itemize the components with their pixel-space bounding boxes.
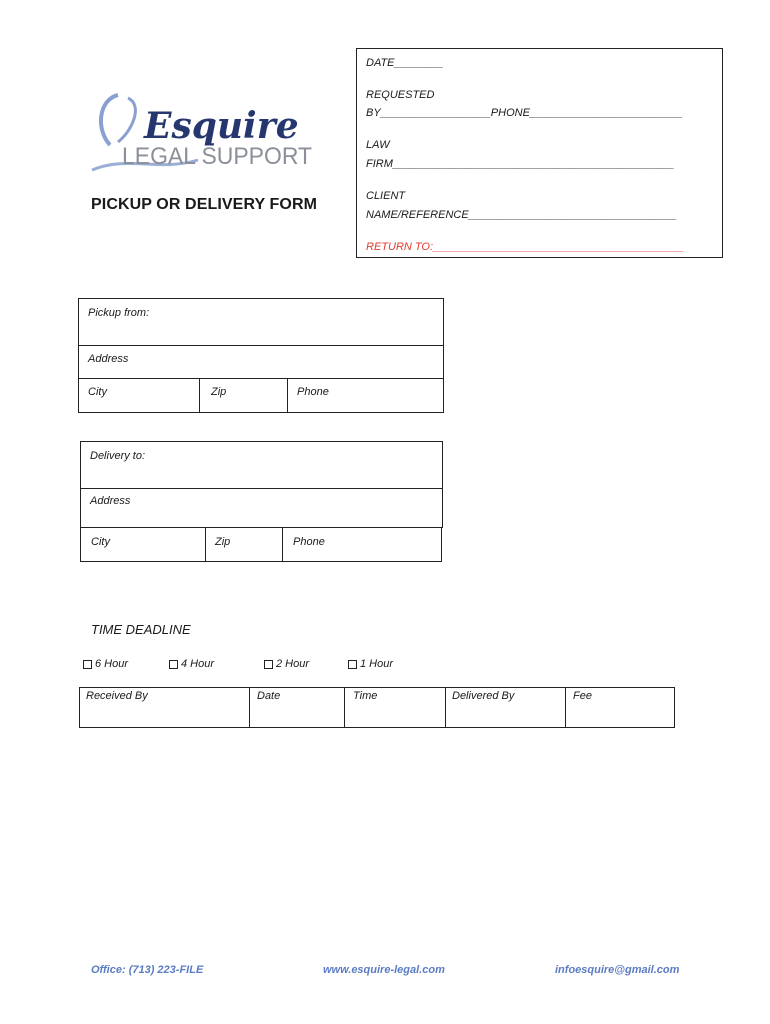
column-divider bbox=[344, 688, 345, 727]
date-header: Date bbox=[257, 690, 281, 702]
deadline-option-label: 4 Hour bbox=[181, 658, 215, 670]
checkbox-icon[interactable] bbox=[83, 660, 92, 669]
pickup-address-field[interactable] bbox=[78, 345, 444, 379]
page-title: PICKUP OR DELIVERY FORM bbox=[91, 196, 318, 213]
logo-word-legal-support: LEGAL SUPPORT bbox=[122, 143, 313, 170]
return-to-field[interactable]: RETURN TO:_________________________________________ bbox=[366, 241, 684, 253]
delivery-phone-label: Phone bbox=[293, 536, 325, 548]
delivery-address-label: Address bbox=[90, 495, 131, 507]
deadline-option-6-hour[interactable] bbox=[83, 658, 128, 670]
delivery-city-label: City bbox=[91, 536, 110, 548]
deadline-option-4-hour[interactable] bbox=[169, 658, 214, 670]
delivery-address-field[interactable] bbox=[80, 488, 443, 528]
deadline-option-label: 6 Hour bbox=[95, 658, 129, 670]
footer-website-link[interactable]: www.esquire-legal.com bbox=[323, 964, 445, 976]
delivery-city-field[interactable] bbox=[80, 527, 206, 562]
deadline-option-label: 2 Hour bbox=[276, 658, 310, 670]
pickup-from-label: Pickup from: bbox=[88, 307, 150, 319]
column-divider bbox=[565, 688, 566, 727]
law-firm-field[interactable]: FIRM______________________________________________ bbox=[366, 158, 675, 170]
fee-header: Fee bbox=[573, 690, 592, 702]
client-label: CLIENT bbox=[366, 190, 406, 202]
delivery-zip-field[interactable] bbox=[205, 527, 283, 562]
logo-word-esquire: Esquire bbox=[144, 105, 299, 147]
delivery-log-table bbox=[79, 687, 675, 728]
pickup-phone-field[interactable] bbox=[287, 378, 444, 413]
pickup-phone-label: Phone bbox=[297, 386, 329, 398]
time-header: Time bbox=[353, 690, 378, 702]
column-divider bbox=[249, 688, 250, 727]
deadline-option-label: 1 Hour bbox=[360, 658, 394, 670]
footer-email-link[interactable]: infoesquire@gmail.com bbox=[555, 964, 680, 976]
pickup-address-label: Address bbox=[88, 353, 129, 365]
pickup-from-field[interactable] bbox=[78, 298, 444, 346]
pickup-city-field[interactable] bbox=[78, 378, 200, 413]
delivery-to-label: Delivery to: bbox=[90, 450, 146, 462]
column-divider bbox=[445, 688, 446, 727]
date-field[interactable]: DATE________ bbox=[366, 57, 444, 69]
checkbox-icon[interactable] bbox=[169, 660, 178, 669]
pickup-zip-label: Zip bbox=[211, 386, 227, 398]
time-deadline-heading: TIME DEADLINE bbox=[91, 622, 191, 637]
law-firm-label: LAW bbox=[366, 139, 390, 151]
requested-by-phone-field[interactable]: BY__________________PHONE_________________________ bbox=[366, 107, 683, 119]
company-logo bbox=[88, 90, 318, 180]
pickup-zip-field[interactable] bbox=[199, 378, 288, 413]
deadline-option-1-hour[interactable] bbox=[348, 658, 393, 670]
delivered-by-header: Delivered By bbox=[452, 690, 515, 702]
footer-office-phone: Office: (713) 223-FILE bbox=[91, 964, 204, 976]
client-reference-field[interactable]: NAME/REFERENCE__________________________________ bbox=[366, 209, 677, 221]
checkbox-icon[interactable] bbox=[264, 660, 273, 669]
deadline-option-2-hour[interactable] bbox=[264, 658, 309, 670]
logo-swoosh-icon bbox=[88, 90, 318, 180]
pickup-city-label: City bbox=[88, 386, 107, 398]
delivery-phone-field[interactable] bbox=[282, 527, 442, 562]
delivery-to-field[interactable] bbox=[80, 441, 443, 489]
request-info-box bbox=[356, 48, 723, 258]
delivery-zip-label: Zip bbox=[215, 536, 231, 548]
received-by-header: Received By bbox=[86, 690, 148, 702]
requested-by-label: REQUESTED bbox=[366, 89, 435, 101]
checkbox-icon[interactable] bbox=[348, 660, 357, 669]
